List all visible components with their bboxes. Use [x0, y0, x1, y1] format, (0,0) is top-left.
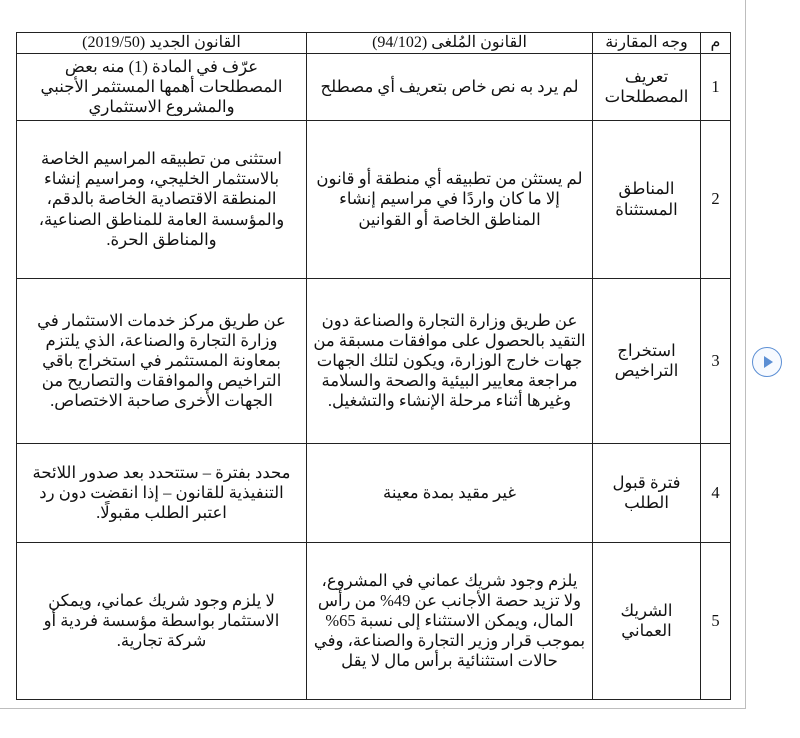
row-new-law: عرّف في المادة (1) منه بعض المصطلحات أهمها المستثمر الأجنبي والمشروع الاستثماري	[17, 54, 307, 121]
row-new-law: محدد بفترة – ستتحدد بعد صدور اللائحة التنفيذية للقانون – إذا انقضت دون رد اعتبر الطلب مقبولًا.	[17, 444, 307, 543]
header-aspect: وجه المقارنة	[593, 33, 701, 54]
row-old-law: عن طريق وزارة التجارة والصناعة دون التقيد بالحصول على موافقات مسبقة من جهات خارج الوزارة، ويكون لتلك الجهات مراجعة معايير البيئية والصحة والسلامة وغيرها أثناء مرحلة الإنشاء والتشغيل.	[307, 279, 593, 444]
table-row	[17, 543, 731, 700]
table-row	[17, 54, 731, 121]
play-icon	[764, 356, 773, 368]
comparison-table	[16, 32, 731, 700]
header-row	[17, 33, 731, 54]
row-aspect: المناطق المستثناة	[593, 121, 701, 279]
row-number: 3	[701, 279, 731, 444]
table-row	[17, 121, 731, 279]
row-old-law: لم يستثن من تطبيقه أي منطقة أو قانون إلا ما كان واردًا في مراسيم إنشاء المناطق الخاصة أو القوانين	[307, 121, 593, 279]
table-row	[17, 444, 731, 543]
row-number: 5	[701, 543, 731, 700]
row-number: 4	[701, 444, 731, 543]
row-new-law: لا يلزم وجود شريك عماني، ويمكن الاستثمار بواسطة مؤسسة فردية أو شركة تجارية.	[17, 543, 307, 700]
next-page-button[interactable]	[752, 347, 782, 377]
row-old-law: غير مقيد بمدة معينة	[307, 444, 593, 543]
row-old-law: يلزم وجود شريك عماني في المشروع، ولا تزيد حصة الأجانب عن 49% من رأس المال، ويمكن الاستثناء إلى نسبة 65% بموجب قرار وزير التجارة والصناعة، وفي حالات استثنائية برأس مال لا يقل	[307, 543, 593, 700]
row-aspect: تعريف المصطلحات	[593, 54, 701, 121]
row-aspect: استخراج التراخيص	[593, 279, 701, 444]
row-number: 2	[701, 121, 731, 279]
row-new-law: عن طريق مركز خدمات الاستثمار في وزارة التجارة والصناعة، الذي يلتزم بمعاونة المستثمر في استخراج باقي التراخيص والموافقات والتصاريح من الجهات الأخرى صاحبة الاختصاص.	[17, 279, 307, 444]
row-aspect: فترة قبول الطلب	[593, 444, 701, 543]
header-old-law: القانون المُلغى (94/102)	[307, 33, 593, 54]
table-row	[17, 279, 731, 444]
row-number: 1	[701, 54, 731, 121]
row-old-law: لم يرد به نص خاص بتعريف أي مصطلح	[307, 54, 593, 121]
row-aspect: الشريك العماني	[593, 543, 701, 700]
row-new-law: استثنى من تطبيقه المراسيم الخاصة بالاستثمار الخليجي، ومراسيم إنشاء المنطقة الاقتصادية الخاصة بالدقم، والمؤسسة العامة للمناطق الصناعية، والمناطق الحرة.	[17, 121, 307, 279]
header-new-law: القانون الجديد (2019/50)	[17, 33, 307, 54]
header-num: م	[701, 33, 731, 54]
